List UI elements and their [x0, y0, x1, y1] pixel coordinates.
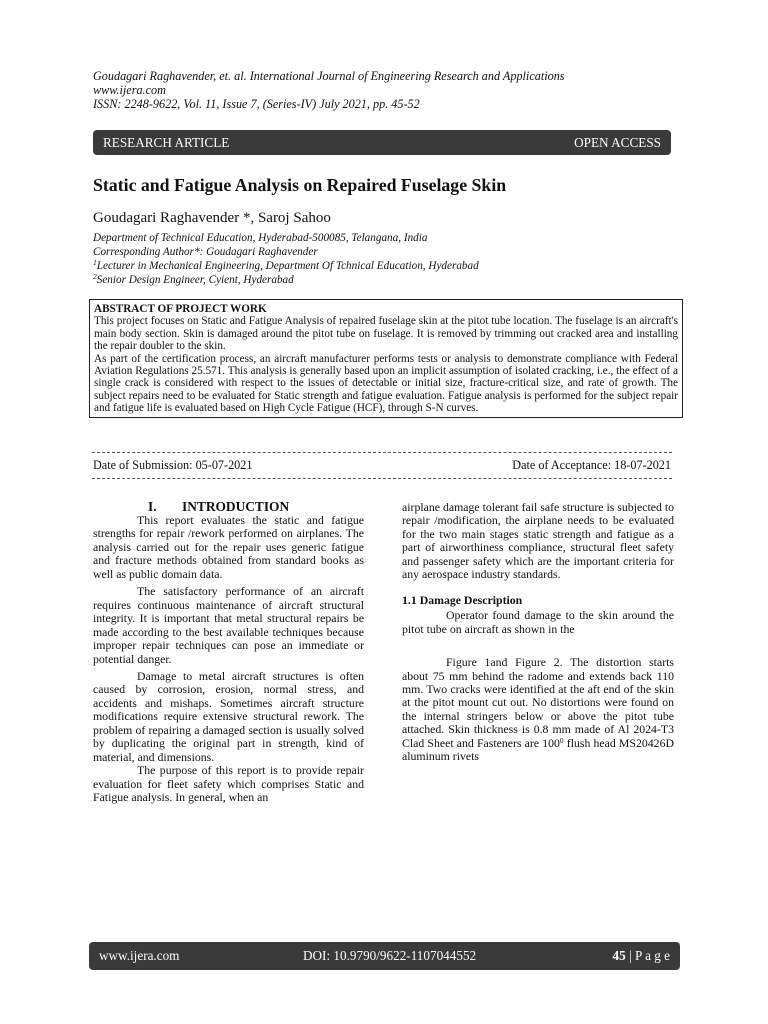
footer-url[interactable]: www.ijera.com [99, 948, 180, 963]
research-article-label: RESEARCH ARTICLE [103, 134, 230, 150]
open-access-label: OPEN ACCESS [574, 134, 661, 150]
intro-paragraph-2: The satisfactory performance of an aircraft requires continuous maintenance of aircraft structural integrity. It is important that metal structural repairs be made according to the best available techniques because improper repair techniques can pose an immediate or potential danger. [93, 584, 364, 666]
acceptance-date: Date of Acceptance: 18-07-2021 [512, 458, 671, 472]
affiliation-1-text: Lecturer in Mechanical Engineering, Department Of Tchnical Education, Hyderabad [96, 260, 479, 273]
intro-continuation: airplane damage tolerant fail safe structure is subjected to repair /modification, the airplane needs to be evaluated for the two main stages static strength and fatigue as a part of airworthiness compliance, structural fleet safety and passenger safety which are the important criteria for any aerospace industry standards. [402, 500, 674, 582]
abstract-paragraph-1: This project focuses on Static and Fatigue Analysis of repaired fuselage skin at the pitot tube location. The fuselage is an aircraft's main body section. Skin is damaged around the pitot tube on fuselage. It is removed by trimming out cracked area and installing the repair doubler to the skin. [94, 315, 678, 353]
footnote-mark-1: 1 [93, 258, 97, 268]
damage-paragraph-2 [402, 656, 674, 764]
journal-header [93, 69, 693, 112]
divider-bottom [92, 478, 672, 479]
page-word: P a g e [634, 948, 670, 963]
page-number: 45 [612, 948, 626, 963]
submission-date: Date of Submission: 05-07-2021 [93, 458, 253, 472]
issn-line: ISSN: 2248-9622, Vol. 11, Issue 7, (Series-IV) July 2021, pp. 45-52 [93, 97, 420, 112]
section-number: I. [148, 499, 157, 514]
damage-paragraph-2-tail: flush head MS20426D aluminum rivets [402, 735, 674, 764]
affiliation-2 [93, 273, 479, 287]
submission-dates [93, 458, 671, 473]
damage-paragraph-2-text: Figure 1and Figure 2. The distortion starts about 75 mm behind the radome and extends back 110 mm. Two cracks were identified at the aft end of the skin at the pitot mount cut out. No distortions were found on the internal stringers below or above the pitot tube attached. Skin thickness is 0.8 mm made of Al 2024-T3 Clad Sheet and Fasteners are 100 [402, 655, 674, 750]
left-column [93, 514, 364, 805]
affiliation-2-text: Senior Design Engineer, Cyient, Hyderabad [96, 274, 294, 287]
abstract-heading: ABSTRACT OF PROJECT WORK [94, 303, 267, 315]
degree-superscript: 0 [559, 735, 564, 745]
affiliations [93, 231, 479, 287]
website-line[interactable]: www.ijera.com [93, 83, 166, 98]
footnote-mark-2: 2 [93, 272, 97, 282]
intro-paragraph-4: The purpose of this report is to provide repair evaluation for fleet safety which comprises Static and Fatigue analysis. In general, when an [93, 763, 364, 805]
page-footer [89, 942, 680, 970]
intro-paragraph-3: Damage to metal aircraft structures is often caused by corrosion, erosion, normal stress, and accidents and mishaps. Sometimes aircraft structure modifications require extensive structural rework. The problem of repairing a damaged section is usually solved by duplicating the original part in strength, kind of material, and dimensions. [93, 668, 364, 764]
corresponding-author-line: Corresponding Author*: Goudagari Raghavender [93, 246, 318, 259]
damage-paragraph-1: Operator found damage to the skin around the pitot tube on aircraft as shown in the [402, 608, 674, 636]
affiliation-1 [93, 259, 479, 273]
abstract-paragraph-2: As part of the certification process, an aircraft manufacturer performs tests or analysis to demonstrate compliance with Federal Aviation Regulations 25.571. This analysis is generally based upon an implicit assumption of isolated cracking, i.e., the effect of a single crack is considered with respect to the issues of detectable or initial size, fracture-critical size, and rate of growth. The subject repairs need to be evaluated for Static strength and fatigue evaluation. Fatigue analysis is performed for the subject repair and fatigue life is evaluated based on High Cycle Fatigue (HCF), through S-N curves. [94, 352, 678, 415]
footer-page [613, 948, 670, 964]
divider-top [92, 452, 672, 453]
intro-paragraph-1: This report evaluates the static and fatigue strengths for repair /rework performed on airplanes. The analysis carried out for the repair uses generic fatigue and fracture methods obtained from standard books as well as public domain data. [93, 513, 364, 581]
damage-description-heading: 1.1 Damage Description [402, 592, 523, 607]
page-separator: | [625, 948, 635, 963]
paper-title: Static and Fatigue Analysis on Repaired Fuselage Skin [93, 175, 507, 195]
abstract-box [89, 299, 683, 418]
paper-authors: Goudagari Raghavender *, Saroj Sahoo [93, 210, 331, 226]
article-type-banner [93, 130, 671, 155]
department-line: Department of Technical Education, Hyderabad-500085, Telangana, India [93, 232, 428, 244]
section-title: INTRODUCTION [182, 499, 290, 514]
right-column [402, 501, 674, 764]
footer-doi[interactable]: DOI: 10.9790/9622-1107044552 [303, 948, 477, 963]
citation-line: Goudagari Raghavender, et. al. International Journal of Engineering Research and Applications [93, 69, 565, 83]
